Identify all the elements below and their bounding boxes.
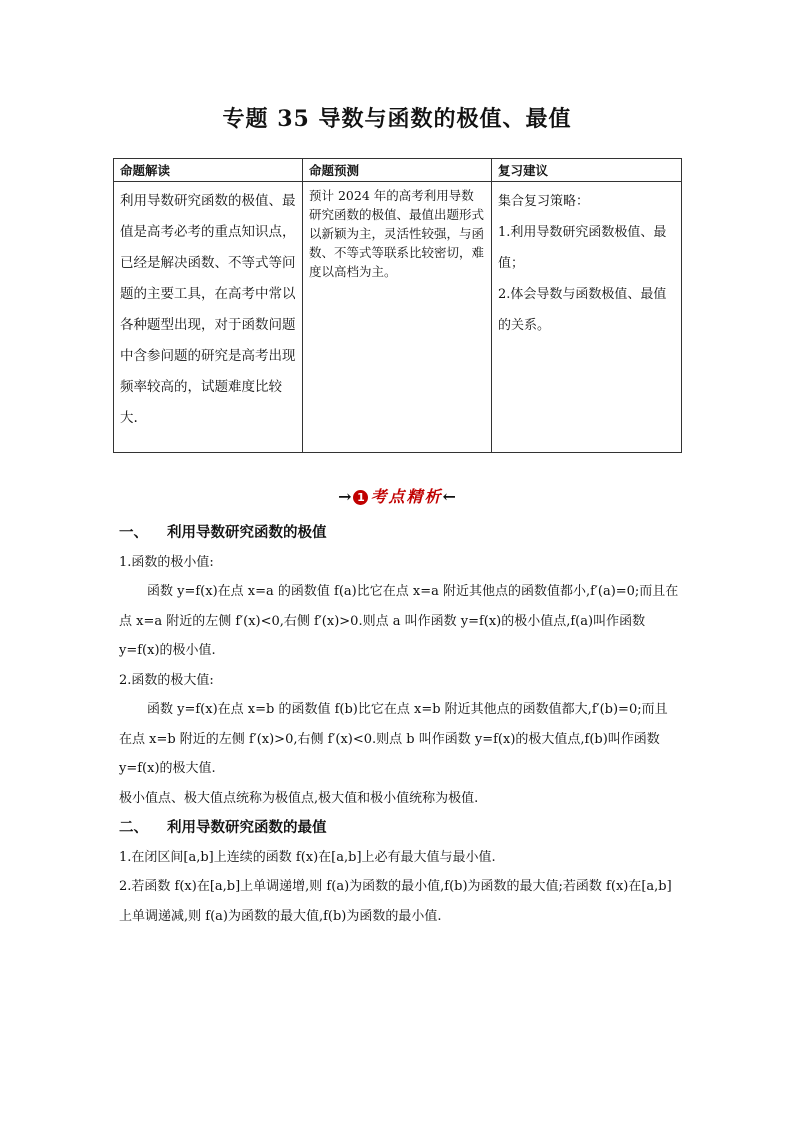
paragraph: 1.函数的极小值: bbox=[119, 554, 214, 570]
section-banner bbox=[0, 484, 794, 507]
advice-line: 1.利用导数研究函数极值、最值； bbox=[498, 225, 667, 271]
page-title: 专题 35 导数与函数的极值、最值 bbox=[222, 106, 572, 132]
table-row bbox=[114, 182, 682, 453]
cell-prediction: 预计 2024 年的高考利用导数研究函数的极值、最值出题形式以新颖为主，灵活性较强，与函数、不等式等联系比较密切，难度以高档为主。 bbox=[303, 182, 492, 453]
right-arrow: ← bbox=[442, 487, 456, 506]
advice-line: 2.体会导数与函数极值、最值的关系。 bbox=[498, 287, 667, 333]
paragraph: 2.函数的极大值: bbox=[119, 672, 214, 688]
number-badge: 1 bbox=[353, 490, 368, 505]
advice-line: 集合复习策略： bbox=[498, 194, 590, 209]
header-prediction: 命题预测 bbox=[303, 159, 492, 182]
header-advice: 复习建议 bbox=[492, 159, 682, 182]
section-heading: 二、 利用导数研究函数的最值 bbox=[119, 819, 327, 836]
header-interpretation: 命题解读 bbox=[114, 159, 303, 182]
paragraph: 函数 y=f(x)在点 x=a 的函数值 f(a)比它在点 x=a 附近其他点的函数值都小,f′(a)=0;而且在点 x=a 附近的左侧 f′(x)<0,右侧 f′(x)>0.则点 a 叫作函数 y=f(x)的极小值点,f(a)叫作函数 y=f(x)的极小值. bbox=[119, 584, 679, 658]
paragraph: 函数 y=f(x)在点 x=b 的函数值 f(b)比它在点 x=b 附近其他点的函数值都大,f′(b)=0;而且在点 x=b 附近的左侧 f′(x)>0,右侧 f′(x)<0.则点 b 叫作函数 y=f(x)的极大值点,f(b)叫作函数 y=f(x)的极大值. bbox=[119, 702, 668, 776]
left-arrow: → bbox=[338, 487, 352, 506]
section-heading: 一、 利用导数研究函数的极值 bbox=[119, 524, 327, 541]
paragraph: 极小值点、极大值点统称为极值点,极大值和极小值统称为极值. bbox=[119, 790, 479, 806]
overview-table bbox=[113, 158, 682, 453]
paragraph: 2.若函数 f(x)在[a,b]上单调递增,则 f(a)为函数的最小值,f(b)为函数的最大值;若函数 f(x)在[a,b]上单调递减,则 f(a)为函数的最大值,f(b)为函数的最小值. bbox=[119, 879, 672, 924]
paragraph: 1.在闭区间[a,b]上连续的函数 f(x)在[a,b]上必有最大值与最小值. bbox=[119, 849, 496, 865]
banner-title: 考点精析 bbox=[370, 487, 443, 506]
main-content bbox=[119, 518, 679, 931]
cell-interpretation: 利用导数研究函数的极值、最值是高考必考的重点知识点，已经是解决函数、不等式等问题的主要工具，在高考中常以各种题型出现，对于函数问题中含参问题的研究是高考出现频率较高的，试题难度比较大. bbox=[114, 182, 303, 453]
table-header-row bbox=[114, 159, 682, 182]
cell-advice bbox=[492, 182, 682, 453]
